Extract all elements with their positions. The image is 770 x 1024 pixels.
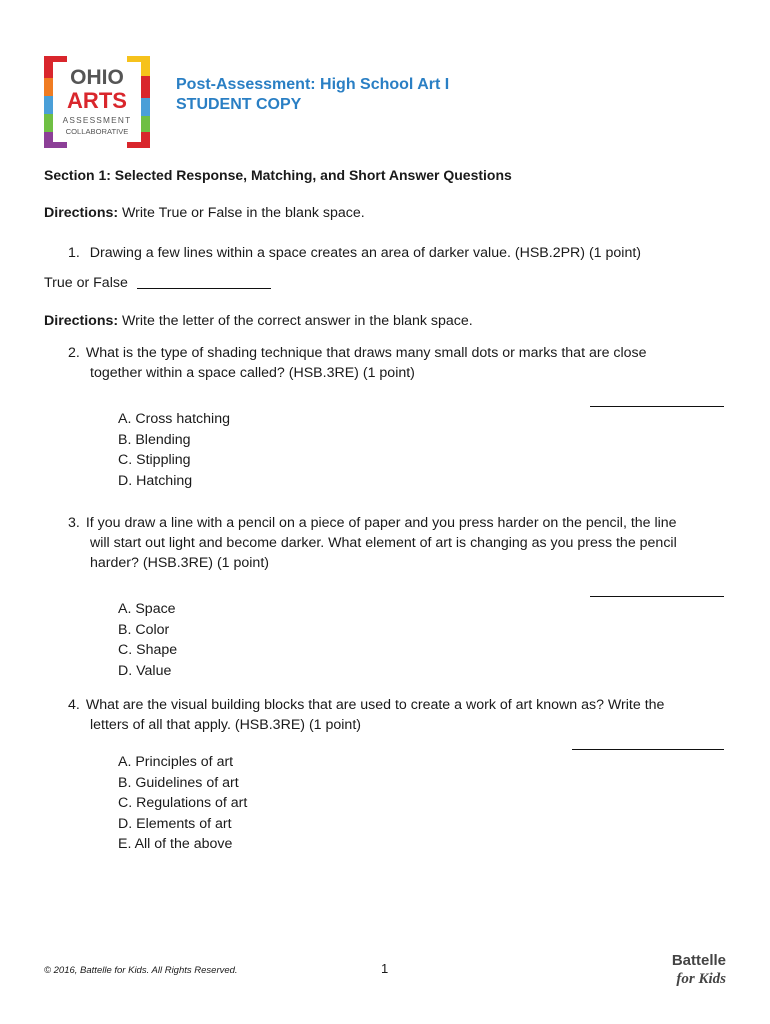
page-number: 1 xyxy=(381,961,389,976)
question-text-line: together within a space called? (HSB.3RE) (1 point) xyxy=(90,365,415,381)
directions-2 xyxy=(44,311,473,331)
brand-battelle: Battelle xyxy=(671,952,726,969)
option-b: B. Blending xyxy=(118,431,191,448)
option-c: C. Shape xyxy=(118,642,178,659)
option-d: D. Elements of art xyxy=(118,815,232,832)
question-2 xyxy=(68,343,647,383)
logo-ohio: OHIO xyxy=(70,66,124,89)
answer-blank-1[interactable] xyxy=(137,288,271,289)
option-d: D. Value xyxy=(118,662,172,679)
question-1 xyxy=(68,243,641,263)
options-q4 xyxy=(118,752,247,855)
logo-assessment: ASSESSMENT xyxy=(62,115,132,125)
question-text-line: What is the type of shading technique that draws many small dots or marks that are close xyxy=(85,345,647,361)
page-subtitle: STUDENT COPY xyxy=(176,96,302,113)
question-number: 4. xyxy=(68,697,80,713)
copyright-notice: © 2016, Battelle for Kids. All Rights Reserved. xyxy=(44,965,238,976)
directions-label: Directions: xyxy=(44,205,119,221)
logo-collaborative: COLLABORATIVE xyxy=(65,127,129,136)
page-title: Post-Assessment: High School Art I xyxy=(176,76,450,93)
battelle-for-kids-logo xyxy=(668,948,728,990)
question-number: 1. xyxy=(68,245,80,261)
option-b: B. Guidelines of art xyxy=(118,774,239,791)
question-text-line: If you draw a line with a pencil on a piece of paper and you press harder on the pencil, the line xyxy=(85,515,677,531)
option-d: D. Hatching xyxy=(118,472,193,489)
logo-arts: ARTS xyxy=(67,88,127,113)
answer-blank-4[interactable] xyxy=(572,749,724,750)
answer-blank-3[interactable] xyxy=(590,596,724,597)
question-number: 2. xyxy=(68,345,80,361)
answer-blank-2[interactable] xyxy=(590,406,724,407)
option-e: E. All of the above xyxy=(118,836,233,853)
question-3 xyxy=(68,513,677,573)
ohio-arts-logo xyxy=(44,56,150,148)
option-b: B. Color xyxy=(118,621,170,638)
question-text: Drawing a few lines within a space creates an area of darker value. (HSB.2PR) (1 point) xyxy=(89,245,642,261)
question-text-line: will start out light and become darker. What element of art is changing as you press the pencil xyxy=(90,535,677,551)
directions-text: Write True or False in the blank space. xyxy=(118,205,365,221)
option-c: C. Stippling xyxy=(118,452,191,469)
options-q2 xyxy=(118,409,230,491)
directions-text: Write the letter of the correct answer in the blank space. xyxy=(118,313,473,329)
directions-label: Directions: xyxy=(44,313,119,329)
option-a: A. Cross hatching xyxy=(118,411,230,427)
brand-for-kids: for Kids xyxy=(676,971,726,987)
options-q3 xyxy=(118,599,177,681)
option-a: A. Space xyxy=(118,601,176,617)
option-c: C. Regulations of art xyxy=(118,795,248,812)
question-text-line: harder? (HSB.3RE) (1 point) xyxy=(90,555,269,571)
section-heading: Section 1: Selected Response, Matching, and Short Answer Questions xyxy=(44,167,512,183)
question-text-line: What are the visual building blocks that are used to create a work of art known as? Write the xyxy=(85,697,665,713)
question-number: 3. xyxy=(68,515,80,531)
true-false-label: True or False xyxy=(44,275,128,291)
question-4 xyxy=(68,695,664,735)
question-text-line: letters of all that apply. (HSB.3RE) (1 point) xyxy=(90,717,361,733)
option-a: A. Principles of art xyxy=(118,754,234,770)
directions-1 xyxy=(44,203,365,223)
